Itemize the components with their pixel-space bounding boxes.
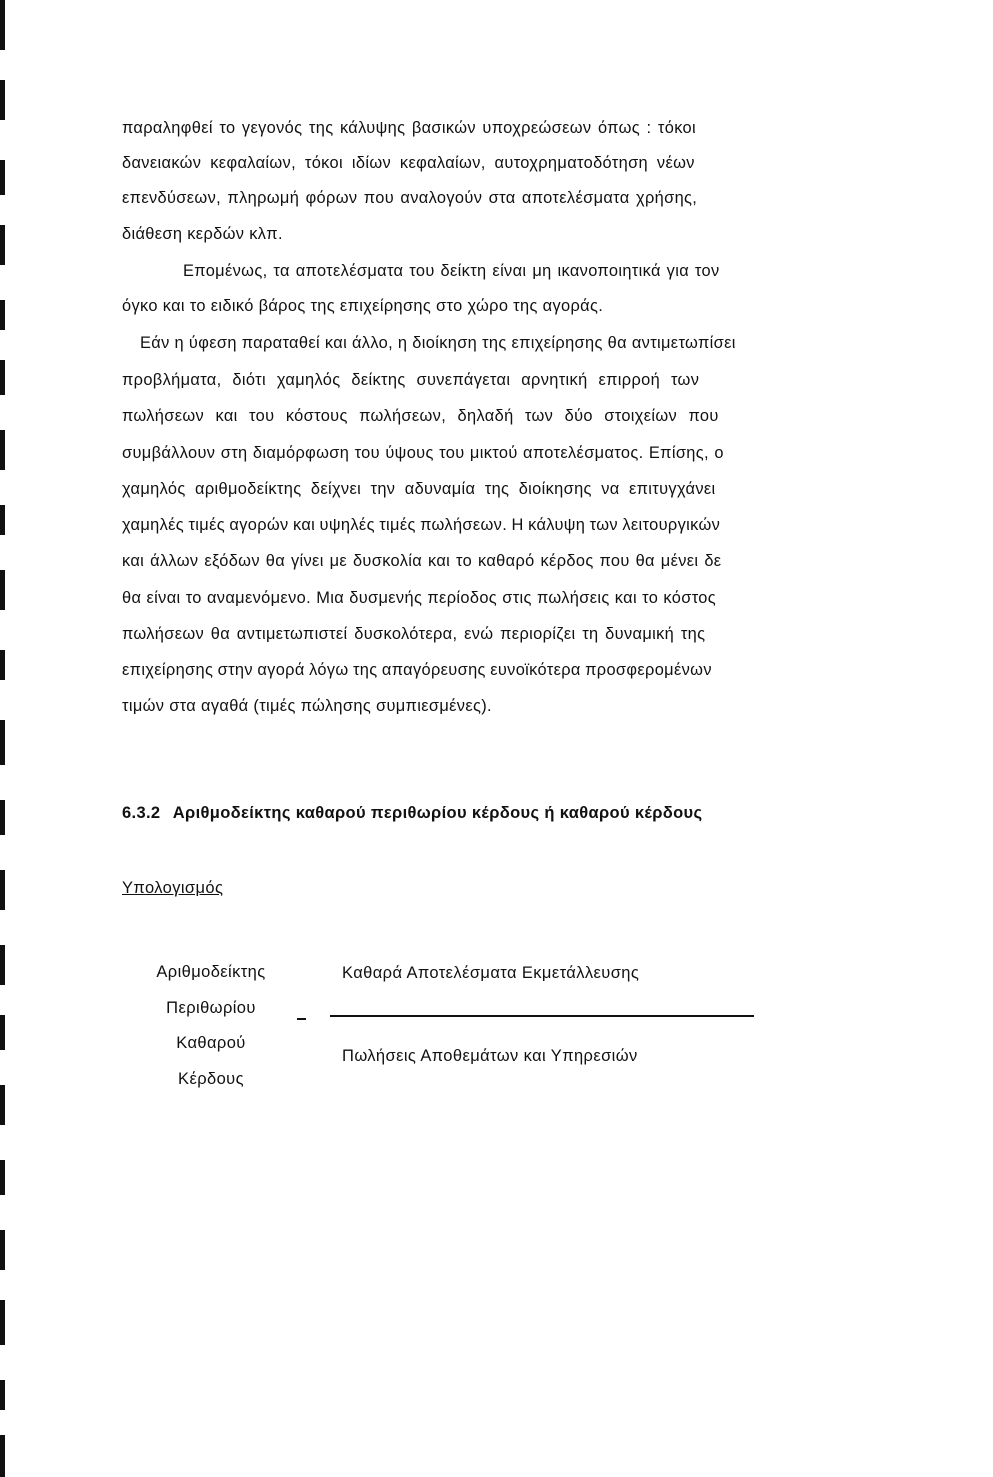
ratio-name-line: Κέρδους — [178, 1069, 244, 1088]
scan-left-edge — [0, 0, 8, 1477]
body-line: προβλήματα, διότι χαμηλός δείκτης συνεπάγεται αρνητική επιρροή των — [122, 371, 700, 389]
body-line: όγκο και το ειδικό βάρος της επιχείρησης στο χώρο της αγοράς. — [122, 297, 604, 315]
section-title: Αριθμοδείκτης καθαρού περιθωρίου κέρδους ή καθαρού κέρδους — [172, 804, 703, 822]
body-line: Εάν η ύφεση παραταθεί και άλλο, η διοίκηση της επιχείρησης θα αντιμετωπίσει — [140, 334, 736, 352]
section-heading — [122, 803, 702, 823]
ratio-name-line: Αριθμοδείκτης — [156, 963, 266, 981]
body-line: Επομένως, τα αποτελέσματα του δείκτη είναι μη ικανοποιητικά για τον — [183, 262, 720, 280]
body-line: χαμηλός αριθμοδείκτης δείχνει την αδυναμία της διοίκησης να επιτυγχάνει — [122, 480, 716, 498]
body-line: επιχείρησης στην αγορά λόγω της απαγόρευσης ευνοϊκότερα προσφερομένων — [122, 661, 712, 679]
body-line: και άλλων εξόδων θα γίνει με δυσκολία και το καθαρό κέρδος που θα μένει δε — [122, 552, 722, 570]
body-line: θα είναι το αναμενόμενο. Μια δυσμενής περίοδος στις πωλήσεις και το κόστος — [122, 589, 717, 607]
body-line: επενδύσεων, πληρωμή φόρων που αναλογούν στα αποτελέσματα χρήσης, — [122, 189, 698, 207]
body-line: διάθεση κερδών κλπ. — [122, 225, 283, 243]
ratio-name — [136, 962, 286, 1104]
body-line: χαμηλές τιμές αγορών και υψηλές τιμές πωλήσεων. Η κάλυψη των λειτουργικών — [122, 516, 721, 534]
fraction-numerator: Καθαρά Αποτελέσματα Εκμετάλλευσης — [342, 964, 640, 982]
calculation-label: Υπολογισμός — [122, 879, 224, 897]
body-line: πωλήσεων θα αντιμετωπιστεί δυσκολότερα, ενώ περιορίζει τη δυναμική της — [122, 625, 706, 643]
section-number: 6.3.2 — [122, 804, 161, 822]
body-line: πωλήσεων και του κόστους πωλήσεων, δηλαδή των δύο στοιχείων που — [122, 407, 719, 425]
body-line: συμβάλλουν στη διαμόρφωση του ύψους του μικτού αποτελέσματος. Επίσης, ο — [122, 444, 724, 462]
body-line: δανειακών κεφαλαίων, τόκοι ιδίων κεφαλαίων, αυτοχρηματοδότηση νέων — [122, 154, 695, 172]
body-line: τιμών στα αγαθά (τιμές πώλησης συμπιεσμένες). — [122, 697, 492, 715]
ratio-name-line: Περιθωρίου — [166, 998, 256, 1017]
equals-sign — [297, 1018, 306, 1020]
body-line: παραληφθεί το γεγονός της κάλυψης βασικών υποχρεώσεων όπως : τόκοι — [122, 119, 697, 137]
ratio-name-line: Καθαρού — [176, 1034, 246, 1052]
fraction-denominator: Πωλήσεις Αποθεμάτων και Υπηρεσιών — [342, 1047, 638, 1065]
fraction-bar — [330, 1015, 754, 1017]
